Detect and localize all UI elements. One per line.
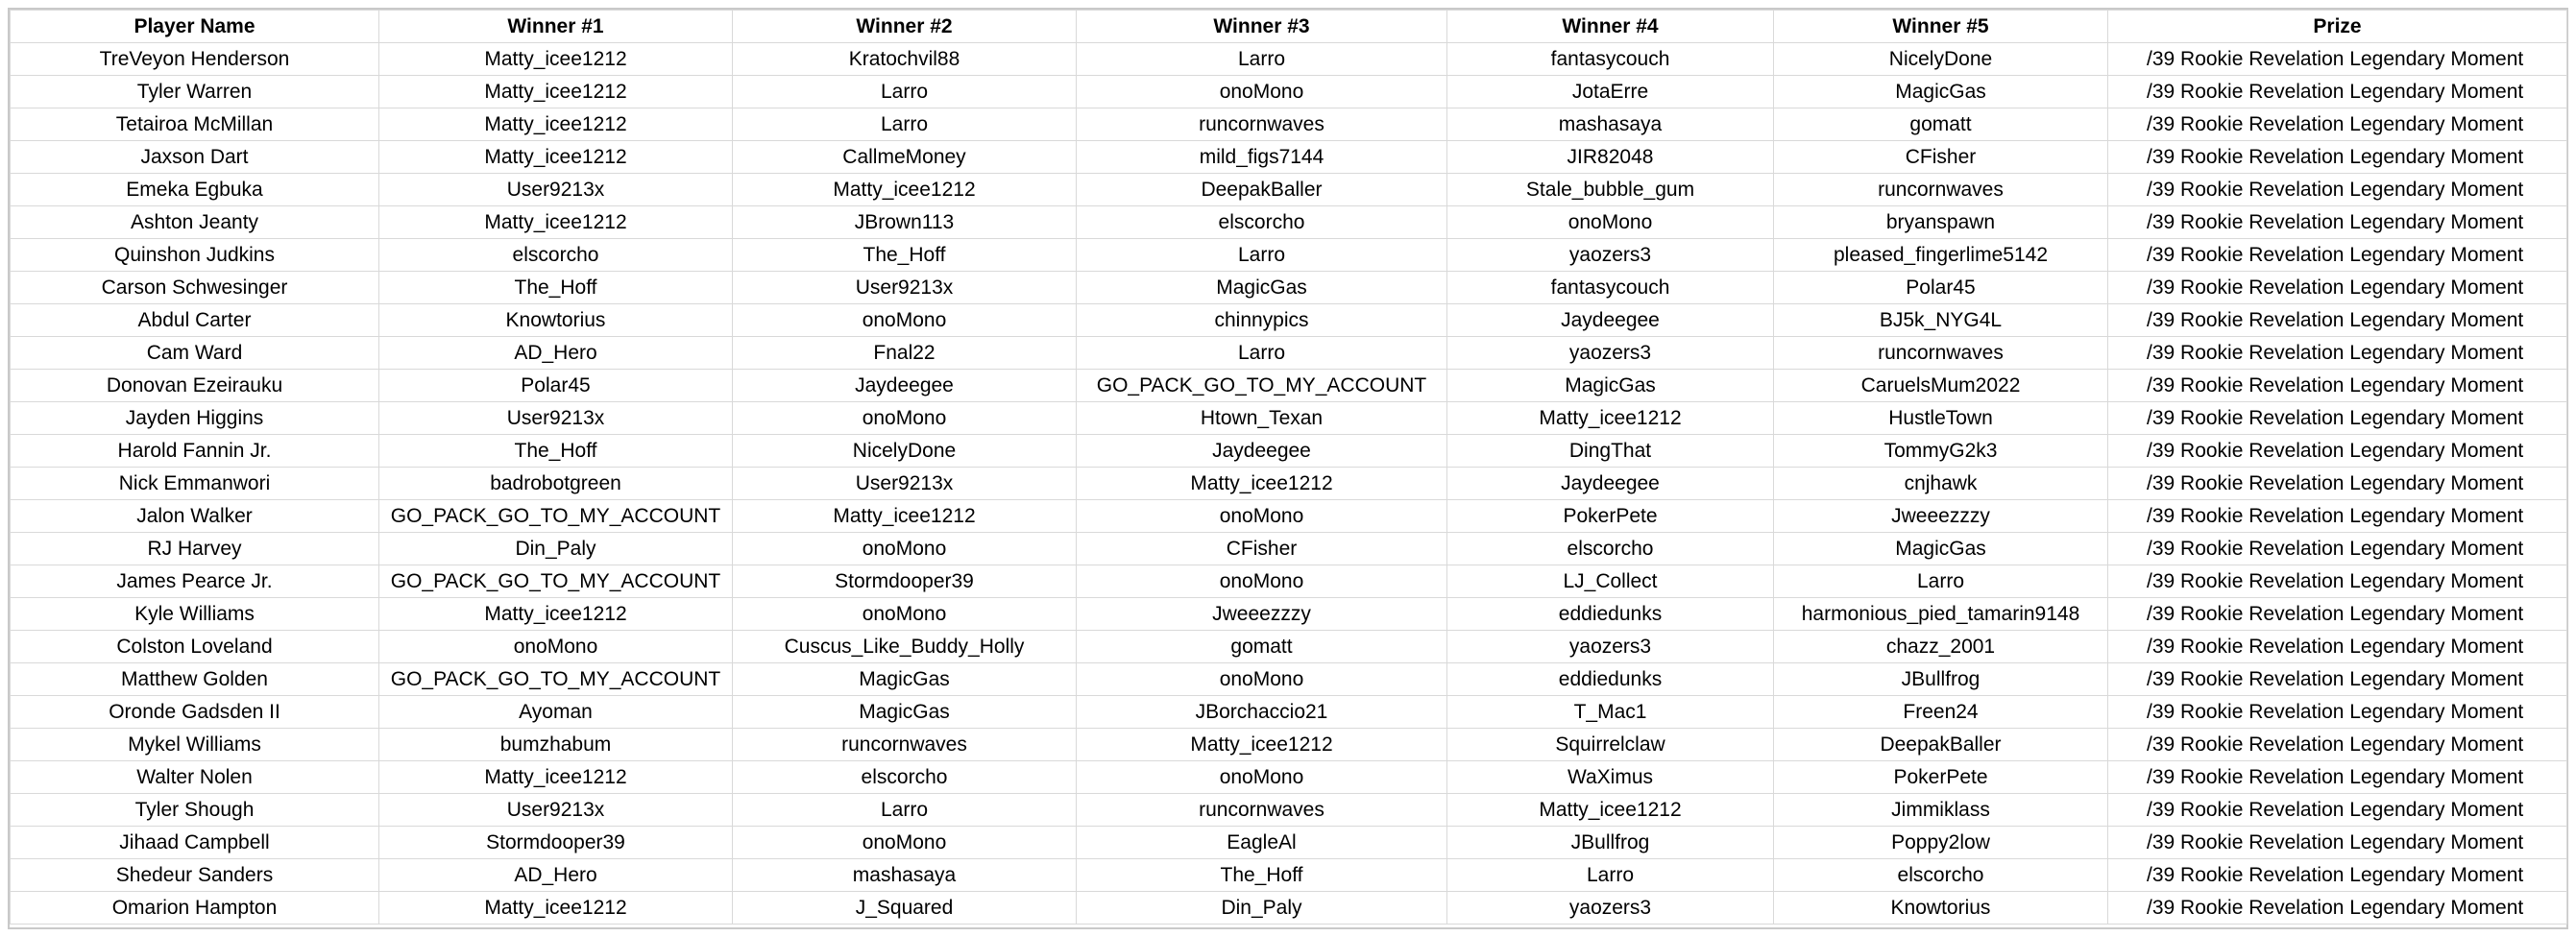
winner-3-cell[interactable]: onoMono (1077, 663, 1447, 696)
table-row (11, 174, 2567, 206)
winner-2-cell[interactable]: mashasaya (733, 859, 1077, 892)
winner-1-cell[interactable]: Matty_icee1212 (379, 76, 733, 108)
winner-1-cell[interactable]: Matty_icee1212 (379, 108, 733, 141)
winner-4-cell[interactable]: eddiedunks (1447, 598, 1774, 631)
player-name-cell[interactable]: Matthew Golden (11, 663, 379, 696)
winner-5-cell[interactable]: harmonious_pied_tamarin9148 (1774, 598, 2108, 631)
winner-4-cell[interactable]: DingThat (1447, 435, 1774, 468)
player-name-cell[interactable]: Oronde Gadsden II (11, 696, 379, 729)
winner-3-cell[interactable]: Larro (1077, 337, 1447, 370)
player-name-cell[interactable]: Ashton Jeanty (11, 206, 379, 239)
header-player-name[interactable]: Player Name (11, 11, 379, 43)
winner-5-cell[interactable]: Knowtorius (1774, 892, 2108, 925)
winner-1-cell[interactable]: User9213x (379, 174, 733, 206)
prize-cell[interactable]: /39 Rookie Revelation Legendary Moment (2108, 141, 2567, 174)
player-name-cell[interactable]: TreVeyon Henderson (11, 43, 379, 76)
winner-2-cell[interactable]: JBrown113 (733, 206, 1077, 239)
winner-2-cell[interactable]: Larro (733, 76, 1077, 108)
player-name-cell[interactable]: Jalon Walker (11, 500, 379, 533)
winner-2-cell[interactable]: User9213x (733, 468, 1077, 500)
winner-1-cell[interactable]: GO_PACK_GO_TO_MY_ACCOUNT (379, 663, 733, 696)
winner-4-cell[interactable]: LJ_Collect (1447, 565, 1774, 598)
winner-4-cell[interactable]: Matty_icee1212 (1447, 794, 1774, 827)
winner-3-cell[interactable]: onoMono (1077, 761, 1447, 794)
table-row (11, 304, 2567, 337)
winner-3-cell[interactable]: onoMono (1077, 565, 1447, 598)
table-row (11, 663, 2567, 696)
winner-5-cell[interactable]: DeepakBaller (1774, 729, 2108, 761)
prize-cell[interactable]: /39 Rookie Revelation Legendary Moment (2108, 402, 2567, 435)
prize-cell[interactable]: /39 Rookie Revelation Legendary Moment (2108, 468, 2567, 500)
winner-4-cell[interactable]: yaozers3 (1447, 892, 1774, 925)
winner-1-cell[interactable]: Knowtorius (379, 304, 733, 337)
player-name-cell[interactable]: Tetairoa McMillan (11, 108, 379, 141)
winner-3-cell[interactable]: runcornwaves (1077, 794, 1447, 827)
player-name-cell[interactable]: Kyle Williams (11, 598, 379, 631)
winner-2-cell[interactable]: Jaydeegee (733, 370, 1077, 402)
winner-5-cell[interactable]: JBullfrog (1774, 663, 2108, 696)
winner-5-cell[interactable]: cnjhawk (1774, 468, 2108, 500)
winner-5-cell[interactable]: NicelyDone (1774, 43, 2108, 76)
winner-3-cell[interactable]: EagleAl (1077, 827, 1447, 859)
table-row (11, 598, 2567, 631)
table-row (11, 696, 2567, 729)
winner-3-cell[interactable]: chinnypics (1077, 304, 1447, 337)
prize-cell[interactable]: /39 Rookie Revelation Legendary Moment (2108, 304, 2567, 337)
winner-2-cell[interactable]: MagicGas (733, 663, 1077, 696)
winner-5-cell[interactable]: runcornwaves (1774, 174, 2108, 206)
winner-1-cell[interactable]: Matty_icee1212 (379, 141, 733, 174)
player-name-cell[interactable]: Quinshon Judkins (11, 239, 379, 272)
winner-3-cell[interactable]: runcornwaves (1077, 108, 1447, 141)
player-name-cell[interactable]: RJ Harvey (11, 533, 379, 565)
winner-1-cell[interactable]: GO_PACK_GO_TO_MY_ACCOUNT (379, 500, 733, 533)
winner-5-cell[interactable]: pleased_fingerlime5142 (1774, 239, 2108, 272)
winner-3-cell[interactable]: Jweeezzzy (1077, 598, 1447, 631)
winner-4-cell[interactable]: fantasycouch (1447, 43, 1774, 76)
table-row (11, 108, 2567, 141)
prize-cell[interactable]: /39 Rookie Revelation Legendary Moment (2108, 108, 2567, 141)
prize-cell[interactable]: /39 Rookie Revelation Legendary Moment (2108, 892, 2567, 925)
winner-3-cell[interactable]: mild_figs7144 (1077, 141, 1447, 174)
winner-5-cell[interactable]: Polar45 (1774, 272, 2108, 304)
prize-cell[interactable]: /39 Rookie Revelation Legendary Moment (2108, 696, 2567, 729)
table-row (11, 239, 2567, 272)
player-name-cell[interactable]: Donovan Ezeirauku (11, 370, 379, 402)
winner-2-cell[interactable]: onoMono (733, 304, 1077, 337)
winner-1-cell[interactable]: Ayoman (379, 696, 733, 729)
winner-4-cell[interactable]: WaXimus (1447, 761, 1774, 794)
winner-4-cell[interactable]: onoMono (1447, 206, 1774, 239)
table-row (11, 402, 2567, 435)
table-row (11, 43, 2567, 76)
winner-5-cell[interactable]: MagicGas (1774, 76, 2108, 108)
prize-cell[interactable]: /39 Rookie Revelation Legendary Moment (2108, 272, 2567, 304)
prize-cell[interactable]: /39 Rookie Revelation Legendary Moment (2108, 631, 2567, 663)
player-name-cell[interactable]: Jayden Higgins (11, 402, 379, 435)
player-name-cell[interactable]: Mykel Williams (11, 729, 379, 761)
prize-cell[interactable]: /39 Rookie Revelation Legendary Moment (2108, 206, 2567, 239)
winner-3-cell[interactable]: gomatt (1077, 631, 1447, 663)
winner-5-cell[interactable]: TommyG2k3 (1774, 435, 2108, 468)
table-row (11, 827, 2567, 859)
winner-5-cell[interactable]: BJ5k_NYG4L (1774, 304, 2108, 337)
winner-2-cell[interactable]: onoMono (733, 827, 1077, 859)
winner-3-cell[interactable]: CFisher (1077, 533, 1447, 565)
prize-cell[interactable]: /39 Rookie Revelation Legendary Moment (2108, 76, 2567, 108)
table-row (11, 141, 2567, 174)
winner-4-cell[interactable]: T_Mac1 (1447, 696, 1774, 729)
winner-2-cell[interactable]: MagicGas (733, 696, 1077, 729)
prize-cell[interactable]: /39 Rookie Revelation Legendary Moment (2108, 43, 2567, 76)
prize-cell[interactable]: /39 Rookie Revelation Legendary Moment (2108, 435, 2567, 468)
winner-1-cell[interactable]: Polar45 (379, 370, 733, 402)
winner-1-cell[interactable]: The_Hoff (379, 272, 733, 304)
winner-2-cell[interactable]: Larro (733, 794, 1077, 827)
winner-5-cell[interactable]: bryanspawn (1774, 206, 2108, 239)
player-name-cell[interactable]: Harold Fannin Jr. (11, 435, 379, 468)
winner-1-cell[interactable]: AD_Hero (379, 337, 733, 370)
table-row (11, 468, 2567, 500)
winner-4-cell[interactable]: elscorcho (1447, 533, 1774, 565)
header-winner-3[interactable]: Winner #3 (1077, 11, 1447, 43)
winner-3-cell[interactable]: Matty_icee1212 (1077, 729, 1447, 761)
header-winner-4[interactable]: Winner #4 (1447, 11, 1774, 43)
table-row (11, 370, 2567, 402)
winner-4-cell[interactable]: PokerPete (1447, 500, 1774, 533)
table-row (11, 533, 2567, 565)
table-row (11, 859, 2567, 892)
player-name-cell[interactable]: Cam Ward (11, 337, 379, 370)
winner-2-cell[interactable]: Kratochvil88 (733, 43, 1077, 76)
winner-4-cell[interactable]: eddiedunks (1447, 663, 1774, 696)
winner-4-cell[interactable]: JBullfrog (1447, 827, 1774, 859)
winner-2-cell[interactable]: Stormdooper39 (733, 565, 1077, 598)
winner-5-cell[interactable]: HustleTown (1774, 402, 2108, 435)
winners-table (10, 10, 2567, 925)
prize-cell[interactable]: /39 Rookie Revelation Legendary Moment (2108, 565, 2567, 598)
header-winner-1[interactable]: Winner #1 (379, 11, 733, 43)
winner-2-cell[interactable]: onoMono (733, 533, 1077, 565)
table-row (11, 565, 2567, 598)
prize-cell[interactable]: /39 Rookie Revelation Legendary Moment (2108, 337, 2567, 370)
winner-3-cell[interactable]: Matty_icee1212 (1077, 468, 1447, 500)
player-name-cell[interactable]: Abdul Carter (11, 304, 379, 337)
winner-3-cell[interactable]: MagicGas (1077, 272, 1447, 304)
winner-3-cell[interactable]: onoMono (1077, 76, 1447, 108)
winner-1-cell[interactable]: Matty_icee1212 (379, 892, 733, 925)
winner-2-cell[interactable]: Matty_icee1212 (733, 500, 1077, 533)
winner-1-cell[interactable]: Din_Paly (379, 533, 733, 565)
winner-1-cell[interactable]: Stormdooper39 (379, 827, 733, 859)
table-row (11, 76, 2567, 108)
winner-2-cell[interactable]: onoMono (733, 598, 1077, 631)
winner-1-cell[interactable]: badrobotgreen (379, 468, 733, 500)
winner-4-cell[interactable]: MagicGas (1447, 370, 1774, 402)
winner-2-cell[interactable]: Matty_icee1212 (733, 174, 1077, 206)
player-name-cell[interactable]: Jihaad Campbell (11, 827, 379, 859)
header-winner-5[interactable]: Winner #5 (1774, 11, 2108, 43)
table-row (11, 272, 2567, 304)
winner-2-cell[interactable]: Larro (733, 108, 1077, 141)
winner-4-cell[interactable]: Squirrelclaw (1447, 729, 1774, 761)
winner-4-cell[interactable]: Jaydeegee (1447, 468, 1774, 500)
prize-cell[interactable]: /39 Rookie Revelation Legendary Moment (2108, 239, 2567, 272)
winner-5-cell[interactable]: CFisher (1774, 141, 2108, 174)
prize-cell[interactable]: /39 Rookie Revelation Legendary Moment (2108, 500, 2567, 533)
player-name-cell[interactable]: Jaxson Dart (11, 141, 379, 174)
winner-4-cell[interactable]: JIR82048 (1447, 141, 1774, 174)
winner-5-cell[interactable]: Freen24 (1774, 696, 2108, 729)
winner-1-cell[interactable]: GO_PACK_GO_TO_MY_ACCOUNT (379, 565, 733, 598)
winner-1-cell[interactable]: Matty_icee1212 (379, 598, 733, 631)
winner-4-cell[interactable]: Stale_bubble_gum (1447, 174, 1774, 206)
table-row (11, 500, 2567, 533)
winner-5-cell[interactable]: PokerPete (1774, 761, 2108, 794)
table-row (11, 729, 2567, 761)
header-row (11, 11, 2567, 43)
winner-1-cell[interactable]: elscorcho (379, 239, 733, 272)
winner-1-cell[interactable]: bumzhabum (379, 729, 733, 761)
winner-5-cell[interactable]: Jweeezzzy (1774, 500, 2108, 533)
winner-5-cell[interactable]: Larro (1774, 565, 2108, 598)
header-prize[interactable]: Prize (2108, 11, 2567, 43)
winner-4-cell[interactable]: yaozers3 (1447, 631, 1774, 663)
winner-1-cell[interactable]: Matty_icee1212 (379, 761, 733, 794)
winner-4-cell[interactable]: JotaErre (1447, 76, 1774, 108)
winner-3-cell[interactable]: Larro (1077, 43, 1447, 76)
table-row (11, 794, 2567, 827)
winner-4-cell[interactable]: yaozers3 (1447, 239, 1774, 272)
winner-3-cell[interactable]: Larro (1077, 239, 1447, 272)
prize-cell[interactable]: /39 Rookie Revelation Legendary Moment (2108, 729, 2567, 761)
winner-1-cell[interactable]: The_Hoff (379, 435, 733, 468)
winner-4-cell[interactable]: Larro (1447, 859, 1774, 892)
winner-5-cell[interactable]: chazz_2001 (1774, 631, 2108, 663)
winner-5-cell[interactable]: gomatt (1774, 108, 2108, 141)
winner-5-cell[interactable]: Poppy2low (1774, 827, 2108, 859)
player-name-cell[interactable]: Walter Nolen (11, 761, 379, 794)
winner-4-cell[interactable]: Matty_icee1212 (1447, 402, 1774, 435)
winner-1-cell[interactable]: onoMono (379, 631, 733, 663)
winner-4-cell[interactable]: fantasycouch (1447, 272, 1774, 304)
table-row (11, 337, 2567, 370)
prize-cell[interactable]: /39 Rookie Revelation Legendary Moment (2108, 794, 2567, 827)
winner-3-cell[interactable]: JBorchaccio21 (1077, 696, 1447, 729)
header-winner-2[interactable]: Winner #2 (733, 11, 1077, 43)
winner-1-cell[interactable]: AD_Hero (379, 859, 733, 892)
prize-cell[interactable]: /39 Rookie Revelation Legendary Moment (2108, 533, 2567, 565)
player-name-cell[interactable]: Tyler Shough (11, 794, 379, 827)
winner-3-cell[interactable]: onoMono (1077, 500, 1447, 533)
winner-5-cell[interactable]: MagicGas (1774, 533, 2108, 565)
table-row (11, 892, 2567, 925)
prize-cell[interactable]: /39 Rookie Revelation Legendary Moment (2108, 859, 2567, 892)
player-name-cell[interactable]: Colston Loveland (11, 631, 379, 663)
winner-3-cell[interactable]: The_Hoff (1077, 859, 1447, 892)
winner-3-cell[interactable]: Din_Paly (1077, 892, 1447, 925)
winner-1-cell[interactable]: User9213x (379, 794, 733, 827)
winner-3-cell[interactable]: Jaydeegee (1077, 435, 1447, 468)
table-row (11, 206, 2567, 239)
winner-3-cell[interactable]: elscorcho (1077, 206, 1447, 239)
winner-1-cell[interactable]: Matty_icee1212 (379, 206, 733, 239)
player-name-cell[interactable]: Emeka Egbuka (11, 174, 379, 206)
winner-4-cell[interactable]: mashasaya (1447, 108, 1774, 141)
winner-2-cell[interactable]: The_Hoff (733, 239, 1077, 272)
winner-4-cell[interactable]: Jaydeegee (1447, 304, 1774, 337)
winner-2-cell[interactable]: NicelyDone (733, 435, 1077, 468)
player-name-cell[interactable]: Tyler Warren (11, 76, 379, 108)
prize-cell[interactable]: /39 Rookie Revelation Legendary Moment (2108, 761, 2567, 794)
prize-cell[interactable]: /39 Rookie Revelation Legendary Moment (2108, 663, 2567, 696)
player-name-cell[interactable]: Nick Emmanwori (11, 468, 379, 500)
player-name-cell[interactable]: Carson Schwesinger (11, 272, 379, 304)
winner-2-cell[interactable]: J_Squared (733, 892, 1077, 925)
winner-5-cell[interactable]: elscorcho (1774, 859, 2108, 892)
spreadsheet (8, 8, 2568, 929)
winner-2-cell[interactable]: runcornwaves (733, 729, 1077, 761)
winner-1-cell[interactable]: Matty_icee1212 (379, 43, 733, 76)
winner-4-cell[interactable]: yaozers3 (1447, 337, 1774, 370)
table-row (11, 435, 2567, 468)
winner-2-cell[interactable]: onoMono (733, 402, 1077, 435)
player-name-cell[interactable]: Omarion Hampton (11, 892, 379, 925)
prize-cell[interactable]: /39 Rookie Revelation Legendary Moment (2108, 598, 2567, 631)
prize-cell[interactable]: /39 Rookie Revelation Legendary Moment (2108, 174, 2567, 206)
winner-3-cell[interactable]: GO_PACK_GO_TO_MY_ACCOUNT (1077, 370, 1447, 402)
winner-2-cell[interactable]: elscorcho (733, 761, 1077, 794)
winner-5-cell[interactable]: CaruelsMum2022 (1774, 370, 2108, 402)
winner-3-cell[interactable]: Htown_Texan (1077, 402, 1447, 435)
table-row (11, 761, 2567, 794)
winner-2-cell[interactable]: Fnal22 (733, 337, 1077, 370)
table-row (11, 631, 2567, 663)
winner-5-cell[interactable]: Jimmiklass (1774, 794, 2108, 827)
player-name-cell[interactable]: Shedeur Sanders (11, 859, 379, 892)
winner-3-cell[interactable]: DeepakBaller (1077, 174, 1447, 206)
prize-cell[interactable]: /39 Rookie Revelation Legendary Moment (2108, 370, 2567, 402)
winner-2-cell[interactable]: Cuscus_Like_Buddy_Holly (733, 631, 1077, 663)
winner-2-cell[interactable]: CallmeMoney (733, 141, 1077, 174)
winner-1-cell[interactable]: User9213x (379, 402, 733, 435)
prize-cell[interactable]: /39 Rookie Revelation Legendary Moment (2108, 827, 2567, 859)
table-body (11, 43, 2567, 925)
player-name-cell[interactable]: James Pearce Jr. (11, 565, 379, 598)
winner-2-cell[interactable]: User9213x (733, 272, 1077, 304)
winner-5-cell[interactable]: runcornwaves (1774, 337, 2108, 370)
